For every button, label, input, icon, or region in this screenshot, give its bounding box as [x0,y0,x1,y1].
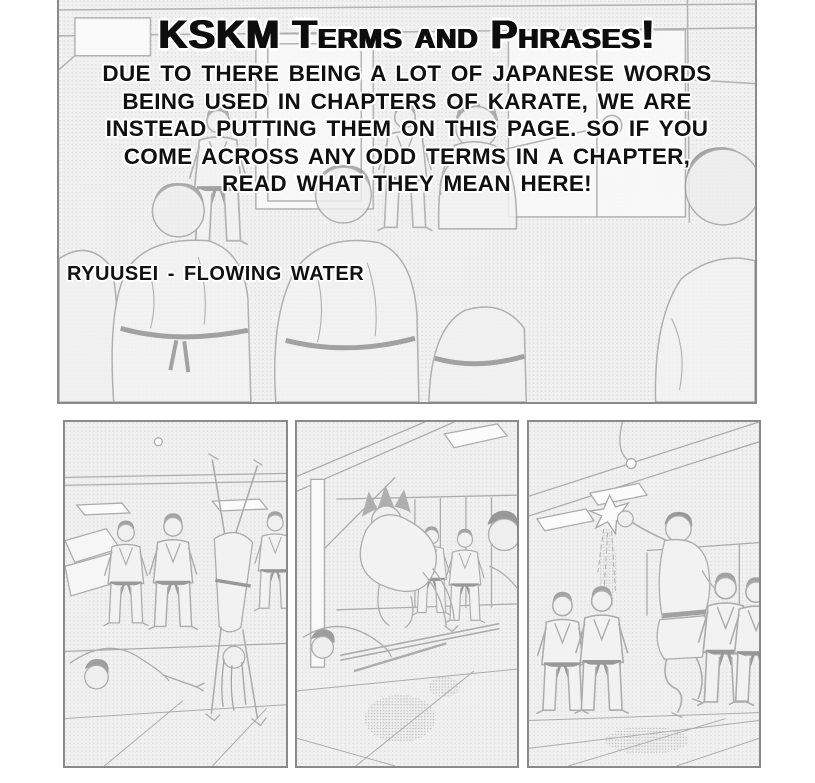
term-text: RYUUSEI - FLOWING WATER [67,263,365,285]
bottom-panel-ceiling-punch [527,420,761,768]
bottom-panel-staff [295,420,519,768]
ceiling-punch-panel-art [529,422,759,766]
notice-line-1: DUE TO THERE BEING A LOT OF JAPANESE WORDS [102,61,712,86]
notice-line-4: COME ACROSS ANY ODD TERMS IN A CHAPTER, [123,143,691,169]
top-panel [57,0,757,404]
term-entry [67,263,364,286]
staff-panel-art [297,422,517,766]
notice-line-2: BEING USED IN CHAPTERS OF KARATE, WE ARE [122,88,692,114]
handstand-panel-art [65,422,286,766]
notice-line-5: READ WHAT THEY MEAN HERE! [222,171,592,197]
page-title: KSKM Terms and Phrases! [158,13,656,57]
bottom-panel-handstand [63,420,288,768]
notice-text-block [59,0,755,198]
notice-line-3: INSTEAD PUTTING THEM ON THIS PAGE. SO IF YOU [105,116,709,142]
